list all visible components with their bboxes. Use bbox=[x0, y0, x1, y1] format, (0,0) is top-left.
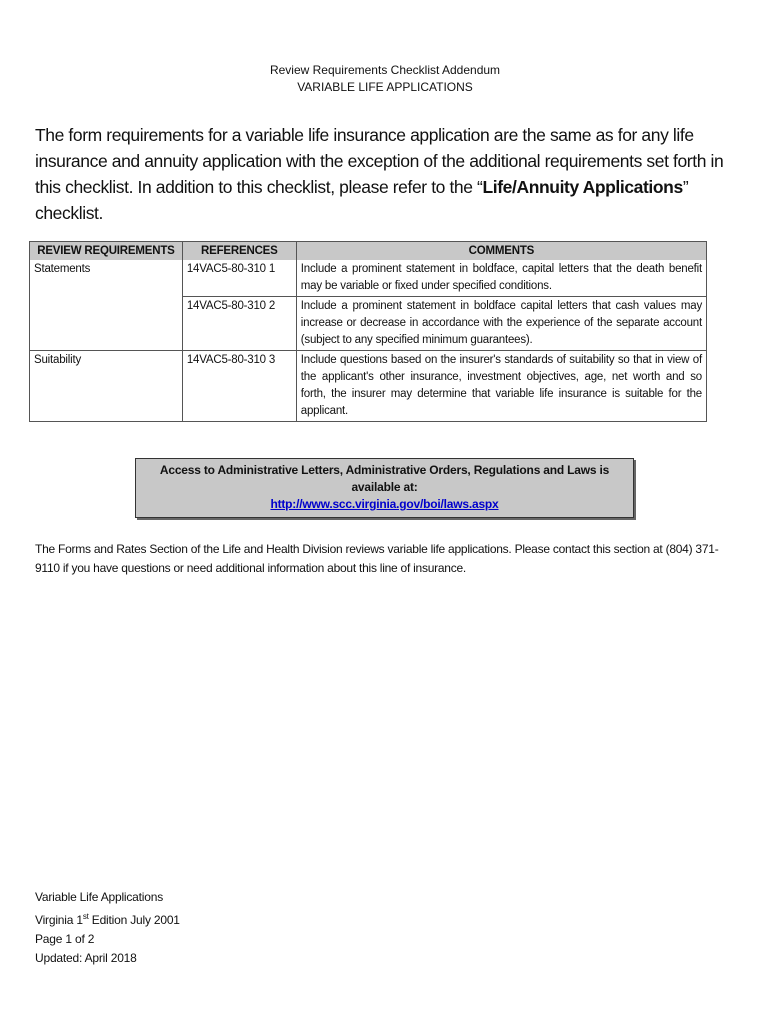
intro-bold-reference: Life/Annuity Applications bbox=[482, 177, 683, 197]
header-title: Review Requirements Checklist Addendum bbox=[269, 63, 501, 77]
reference-cell: 14VAC5-80-310 2 bbox=[182, 297, 296, 351]
intro-text-after: ” checklist. bbox=[35, 177, 689, 223]
requirement-cell bbox=[30, 297, 183, 351]
requirement-cell: Suitability bbox=[30, 351, 183, 422]
edition-superscript: st bbox=[82, 912, 89, 921]
table-row bbox=[30, 260, 707, 297]
footer-edition bbox=[35, 907, 180, 930]
column-header-references: REFERENCES bbox=[182, 242, 296, 261]
edition-suffix: Edition July 2001 bbox=[88, 913, 180, 927]
column-header-comments: COMMENTS bbox=[296, 242, 706, 261]
footer-updated-date: Updated: April 2018 bbox=[35, 951, 137, 965]
laws-link[interactable]: http://www.scc.virginia.gov/boi/laws.aspx bbox=[270, 497, 499, 511]
document-header bbox=[0, 62, 770, 96]
header-subtitle: VARIABLE LIFE APPLICATIONS bbox=[297, 80, 473, 94]
comment-cell: Include a prominent statement in boldface, capital letters that the death benefit may be variable or fixed under specified conditions. bbox=[296, 260, 706, 297]
document-footer bbox=[35, 888, 180, 968]
intro-text-before: The form requirements for a variable life insurance application are the same as for any life insurance and annuity application with the exception of the additional requirements set forth in this checklist. In addition to this checklist, please refer to the “ bbox=[35, 125, 724, 197]
comment-cell: Include a prominent statement in boldface capital letters that cash values may increase or decrease in accordance with the experience of the separate account (subject to any specified minimum guarantees). bbox=[296, 297, 706, 351]
intro-paragraph bbox=[35, 122, 735, 226]
access-notice-title: Access to Administrative Letters, Administrative Orders, Regulations and Laws is available at: bbox=[159, 463, 610, 494]
edition-prefix: Virginia 1 bbox=[35, 913, 83, 927]
column-header-requirements: REVIEW REQUIREMENTS bbox=[30, 242, 183, 261]
requirements-table bbox=[29, 241, 707, 422]
reference-cell: 14VAC5-80-310 3 bbox=[182, 351, 296, 422]
reference-cell: 14VAC5-80-310 1 bbox=[182, 260, 296, 297]
table-header-row bbox=[30, 242, 707, 261]
table-row bbox=[30, 351, 707, 422]
table-row bbox=[30, 297, 707, 351]
footer-document-name: Variable Life Applications bbox=[35, 890, 163, 904]
requirement-cell: Statements bbox=[30, 260, 183, 297]
footer-page-number: Page 1 of 2 bbox=[35, 932, 95, 946]
comment-cell: Include questions based on the insurer's standards of suitability so that in view of the applicant's other insurance, investment objectives, age, net worth and so forth, the insurer may determine that variable life insurance is suitable for the applicant. bbox=[296, 351, 706, 422]
access-notice-box bbox=[135, 458, 634, 518]
contact-paragraph: The Forms and Rates Section of the Life and Health Division reviews variable life applications. Please contact this section at (804) 371-9110 if you have questions or need additional information about this line of insurance. bbox=[35, 542, 719, 575]
